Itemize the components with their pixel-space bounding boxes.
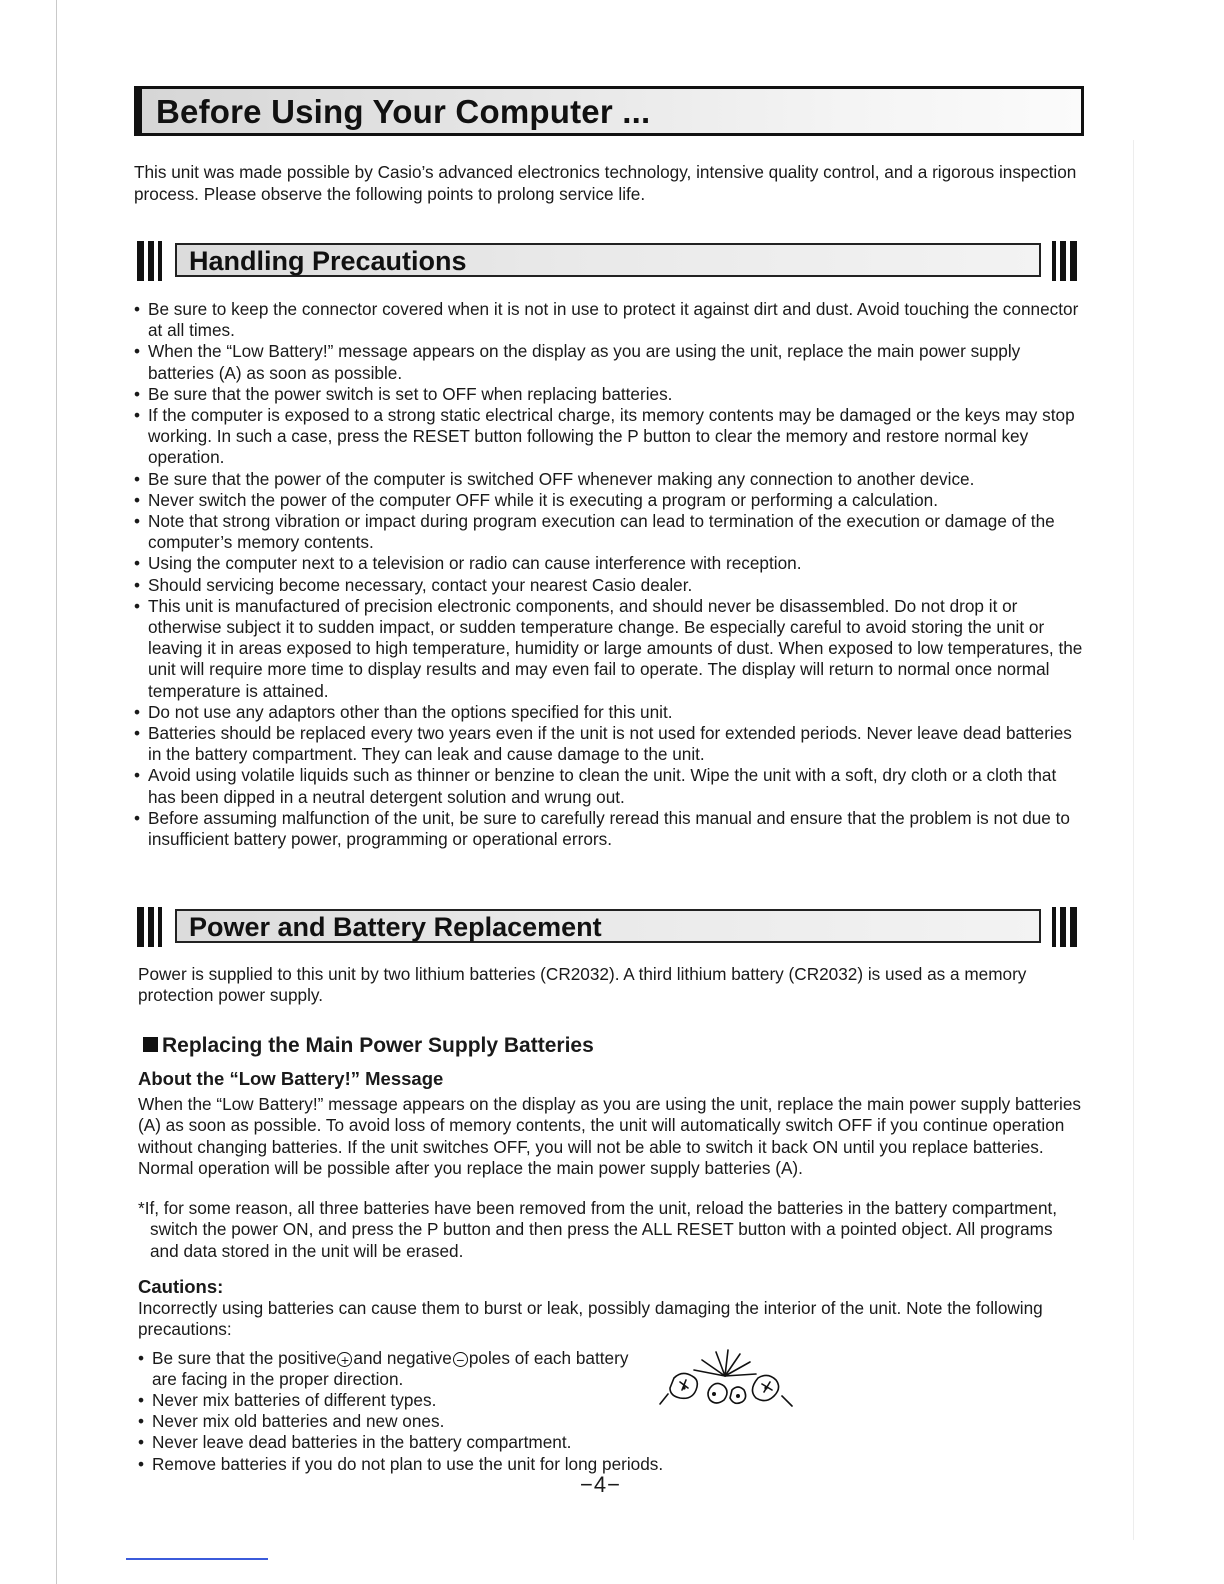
bullet-icon: • <box>134 299 141 319</box>
list-item-text: Never mix old batteries and new ones. <box>152 1411 445 1432</box>
low-battery-heading: About the “Low Battery!” Message <box>138 1068 444 1089</box>
list-item <box>134 511 1086 553</box>
list-item-text: When the “Low Battery!” message appears on the display as you are using the unit, replace the main power supply batteries (A) as soon as possible. <box>148 341 1021 383</box>
bullet-icon: • <box>134 511 141 532</box>
caution-text-a: Be sure that the positive <box>152 1348 337 1368</box>
binding-edge-line <box>56 0 57 1584</box>
decorative-bars-right <box>1052 907 1077 947</box>
list-item <box>134 299 1086 341</box>
list-item <box>134 405 1086 469</box>
list-item-text: Be sure that the power of the computer is switched OFF whenever making any connection to another device. <box>148 468 975 489</box>
battery-burst-illustration-icon <box>654 1348 796 1420</box>
bullet-icon: • <box>138 1390 145 1410</box>
list-item <box>134 553 1086 574</box>
bullet-icon: • <box>138 1348 145 1368</box>
title-banner <box>134 86 1084 136</box>
bullet-icon: • <box>134 807 141 828</box>
list-item-text: Remove batteries if you do not plan to use the unit for long periods. <box>152 1453 664 1474</box>
section-title-handling: Handling Precautions <box>189 246 467 276</box>
bullet-icon: • <box>134 553 141 574</box>
bullet-icon: • <box>134 574 141 595</box>
cautions-heading: Cautions: <box>138 1276 224 1297</box>
list-item-text: Batteries should be replaced every two years even if the unit is not used for extended periods. Never leave dead batteries in the battery compartment. They can leak and cause damage to the unit. <box>148 723 1072 765</box>
section-header-power <box>137 907 1077 947</box>
bullet-icon: • <box>134 383 141 404</box>
page-title: Before Using Your Computer ... <box>156 93 651 130</box>
list-item <box>134 596 1086 702</box>
list-item-text: Do not use any adaptors other than the options specified for this unit. <box>148 701 673 722</box>
list-item-text: Never switch the power of the computer OFF while it is executing a program or performing a calculation. <box>148 489 939 510</box>
list-item <box>138 1454 898 1475</box>
list-item-text: Avoid using volatile liquids such as thinner or benzine to clean the unit. Wipe the unit with a soft, dry cloth or a cloth that has been dipped in a neutral detergent solution and wrung out. <box>148 765 1057 807</box>
list-item-text: Before assuming malfunction of the unit, be sure to carefully reread this manual and ensure that the problem is not due to insufficient battery power, programming or operational errors. <box>148 807 1070 850</box>
list-item-text: Note that strong vibration or impact during program execution can lead to termination of the execution or damage of the computer’s memory contents. <box>148 511 1055 553</box>
handling-precautions-list <box>134 299 1086 850</box>
section-title-power: Power and Battery Replacement <box>189 912 602 942</box>
section-header-handling <box>137 241 1077 281</box>
positive-pole-icon: + <box>337 1352 352 1367</box>
decorative-bars-left <box>137 907 162 947</box>
list-item <box>134 702 1086 723</box>
list-item <box>134 341 1086 383</box>
list-item <box>134 384 1086 405</box>
square-bullet-icon <box>143 1037 158 1052</box>
bullet-icon: • <box>138 1411 145 1432</box>
list-item-text: Using the computer next to a television or radio can cause interference with reception. <box>148 553 802 574</box>
list-item <box>134 808 1086 850</box>
power-intro: Power is supplied to this unit by two lithium batteries (CR2032). A third lithium battery (CR2032) is used as a memory protection power supply. <box>138 964 1027 1006</box>
list-item <box>138 1348 658 1390</box>
list-item <box>134 723 1086 765</box>
decorative-bars-right <box>1052 241 1077 281</box>
section-title-box <box>175 243 1041 277</box>
subsection-heading-text: Replacing the Main Power Supply Batteries <box>162 1034 594 1057</box>
bullet-icon: • <box>134 595 141 616</box>
list-item-text: Be sure to keep the connector covered when it is not in use to protect it against dirt and dust. Avoid touching the connector at all times. <box>148 299 1079 341</box>
bullet-icon: • <box>134 765 141 786</box>
reset-note: *If, for some reason, all three batteries have been removed from the unit, reload the batteries in the battery compartment, switch the power ON, and press the P button and then press the ALL RESET button with a pointed object. All programs and data stored in the unit will be erased. <box>138 1198 1058 1261</box>
intro-paragraph: This unit was made possible by Casio’s advanced electronics technology, intensive quality control, and a rigorous inspection process. Please observe the following points to prolong service life. <box>134 162 1077 204</box>
list-item <box>134 469 1086 490</box>
bullet-icon: • <box>134 489 141 510</box>
list-item-text: Never mix batteries of different types. <box>152 1390 437 1410</box>
subsection-heading-replacing <box>143 1034 594 1058</box>
negative-pole-icon: − <box>453 1352 468 1367</box>
bullet-icon: • <box>134 701 141 722</box>
bullet-icon: • <box>134 341 141 362</box>
bullet-icon: • <box>134 723 141 744</box>
list-item <box>134 490 1086 511</box>
low-battery-text: When the “Low Battery!” message appears on the display as you are using the unit, replace the main power supply batteries (A) as soon as possible. To avoid loss of memory contents, the unit will automatically switch OFF if you continue operation without changing batteries. If the unit switches OFF, you will not be able to switch it back ON until you replace batteries. Normal operation will be possible after you replace the main power supply batteries (A). <box>138 1094 1081 1179</box>
bullet-icon: • <box>138 1453 145 1474</box>
list-item <box>138 1432 898 1453</box>
bullet-icon: • <box>134 468 141 489</box>
list-item-text: This unit is manufactured of precision electronic components, and should never be disassembled. Do not drop it or otherwise subject it to sudden impact, or sudden temperature change. Be especially careful to avoid storing the unit or leaving it in areas exposed to high temperature, humidity or large amounts of dust. When exposed to low temperatures, the unit will require more time to display results and may even fail to operate. The display will return to normal once normal temperature is attained. <box>148 595 1083 701</box>
caution-text-b: and negative <box>353 1348 452 1368</box>
footer-rule <box>126 1558 268 1560</box>
bullet-icon: • <box>138 1432 145 1453</box>
list-item-text: Be sure that the power switch is set to OFF when replacing batteries. <box>148 383 673 404</box>
list-item-text: If the computer is exposed to a strong static electrical charge, its memory contents may be damaged or the keys may stop working. In such a case, press the RESET button following the P button to clear the memory and restore normal key operation. <box>148 405 1075 468</box>
cautions-first-item <box>138 1348 658 1390</box>
list-item <box>134 575 1086 596</box>
list-item-text: Never leave dead batteries in the battery compartment. <box>152 1432 572 1453</box>
margin-line <box>1133 140 1134 1540</box>
list-item <box>134 765 1086 807</box>
bullet-icon: • <box>134 405 141 426</box>
decorative-bars-left <box>137 241 162 281</box>
list-item-text: Should servicing become necessary, contact your nearest Casio dealer. <box>148 574 693 595</box>
section-title-box <box>175 909 1041 943</box>
cautions-text: Incorrectly using batteries can cause them to burst or leak, possibly damaging the interior of the unit. Note the following precautions: <box>138 1298 1043 1340</box>
caution-text-c: poles of each battery are facing in the proper direction. <box>152 1348 629 1390</box>
page-number: −4− <box>580 1472 621 1497</box>
